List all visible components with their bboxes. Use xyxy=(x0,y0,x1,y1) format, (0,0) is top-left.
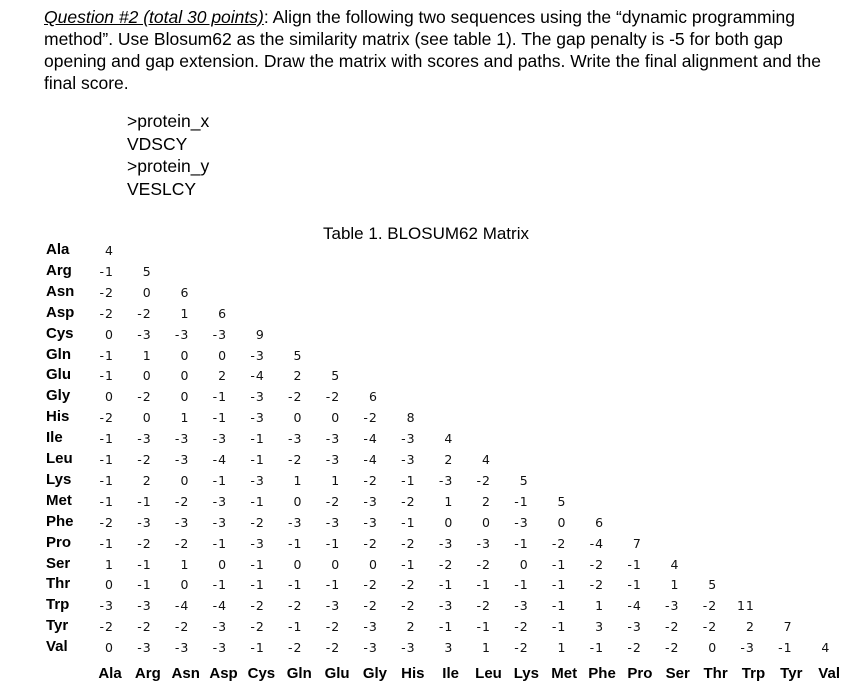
cell-glu-glu: 5 xyxy=(331,368,341,384)
cell-lys-asn: 0 xyxy=(180,472,190,488)
cell-pro-lys: -1 xyxy=(514,535,529,551)
cell-tyr-glu: -2 xyxy=(325,619,341,635)
cell-pro-ile: -3 xyxy=(438,535,454,551)
cell-his-gly: -2 xyxy=(363,410,378,426)
cell-ile-asp: -3 xyxy=(212,431,228,447)
col-label-phe: Phe xyxy=(588,665,616,682)
col-label-ala: Ala xyxy=(98,665,122,682)
cell-cys-cys: 9 xyxy=(255,326,265,342)
cell-lys-gly: -2 xyxy=(363,472,378,488)
cell-thr-gly: -2 xyxy=(363,577,378,593)
cell-gly-gln: -2 xyxy=(288,389,303,405)
cell-leu-arg: -2 xyxy=(137,452,152,467)
cell-thr-ser: 1 xyxy=(670,577,680,593)
cell-phe-arg: -3 xyxy=(137,514,152,530)
cell-asp-ala: -2 xyxy=(99,305,114,321)
cell-lys-asp: -1 xyxy=(212,472,228,488)
row-label-ser: Ser xyxy=(46,554,71,572)
cell-met-met: 5 xyxy=(557,493,567,509)
cell-trp-trp: 11 xyxy=(736,598,755,614)
cell-gly-ala: 0 xyxy=(105,389,114,405)
cell-gln-ala: -1 xyxy=(99,347,114,363)
cell-asp-arg: -2 xyxy=(137,305,152,321)
cell-leu-cys: -1 xyxy=(250,452,265,467)
cell-pro-met: -2 xyxy=(551,535,567,551)
cell-ile-glu: -3 xyxy=(325,431,341,447)
protein-y-header: >protein_y xyxy=(127,156,210,176)
cell-asp-asn: 1 xyxy=(180,305,190,321)
cell-met-gly: -3 xyxy=(363,493,378,509)
cell-gln-asn: 0 xyxy=(180,347,190,363)
cell-val-trp: -3 xyxy=(740,640,755,656)
cell-trp-asp: -4 xyxy=(212,598,228,614)
cell-his-cys: -3 xyxy=(250,410,265,426)
cell-phe-lys: -3 xyxy=(514,514,529,530)
cell-thr-thr: 5 xyxy=(708,577,718,593)
cell-met-leu: 2 xyxy=(482,493,491,509)
cell-pro-asn: -2 xyxy=(174,535,190,551)
cell-lys-lys: 5 xyxy=(519,472,529,488)
col-label-leu: Leu xyxy=(475,665,502,682)
cell-glu-ala: -1 xyxy=(99,368,114,384)
row-label-his: His xyxy=(46,408,70,426)
row-label-tyr: Tyr xyxy=(46,617,69,635)
cell-tyr-phe: 3 xyxy=(595,619,605,635)
cell-thr-asn: 0 xyxy=(180,577,190,593)
col-label-tyr: Tyr xyxy=(780,665,803,682)
cell-glu-gln: 2 xyxy=(293,368,303,384)
cell-phe-ala: -2 xyxy=(99,514,114,530)
cell-trp-his: -2 xyxy=(401,598,416,614)
cell-ser-gln: 0 xyxy=(293,556,303,572)
cell-val-asp: -3 xyxy=(212,640,228,656)
cell-glu-arg: 0 xyxy=(142,368,152,384)
cell-phe-asn: -3 xyxy=(174,514,190,530)
col-label-his: His xyxy=(401,665,425,682)
cell-ser-phe: -2 xyxy=(589,556,605,572)
cell-thr-met: -1 xyxy=(551,577,567,593)
cell-ser-ile: -2 xyxy=(438,556,454,572)
cell-val-phe: -1 xyxy=(589,640,605,656)
cell-cys-asp: -3 xyxy=(212,326,228,342)
cell-ile-his: -3 xyxy=(401,431,416,447)
cell-thr-arg: -1 xyxy=(137,577,152,593)
cell-leu-asn: -3 xyxy=(174,452,190,467)
cell-trp-ser: -3 xyxy=(665,598,680,614)
col-label-trp: Trp xyxy=(741,665,766,682)
cell-phe-cys: -2 xyxy=(250,514,265,530)
cell-val-lys: -2 xyxy=(514,640,529,656)
cell-gln-cys: -3 xyxy=(250,347,265,363)
cell-tyr-asn: -2 xyxy=(174,619,190,635)
row-label-asp: Asp xyxy=(46,303,75,321)
cell-gly-arg: -2 xyxy=(137,389,152,405)
cell-ser-cys: -1 xyxy=(250,556,265,572)
col-label-val: Val xyxy=(818,665,840,682)
cell-ser-leu: -2 xyxy=(476,556,491,572)
row-label-glu: Glu xyxy=(46,366,71,384)
cell-tyr-thr: -2 xyxy=(702,619,718,635)
row-label-asn: Asn xyxy=(46,282,75,300)
table-title: Table 1. BLOSUM62 Matrix xyxy=(323,224,529,243)
cell-pro-his: -2 xyxy=(401,535,416,551)
cell-cys-asn: -3 xyxy=(174,326,190,342)
cell-cys-ala: 0 xyxy=(105,326,114,342)
cell-tyr-pro: -3 xyxy=(627,619,642,635)
cell-tyr-tyr: 7 xyxy=(783,619,793,635)
cell-his-glu: 0 xyxy=(331,410,341,426)
cell-ile-gln: -3 xyxy=(288,431,303,447)
cell-leu-ile: 2 xyxy=(444,452,454,467)
cell-lys-cys: -3 xyxy=(250,472,265,488)
cell-val-ser: -2 xyxy=(665,640,680,656)
cell-val-val: 4 xyxy=(821,640,831,656)
cell-trp-thr: -2 xyxy=(702,598,718,614)
cell-ser-lys: 0 xyxy=(519,556,529,572)
cell-lys-arg: 2 xyxy=(142,472,152,488)
cell-thr-phe: -2 xyxy=(589,577,605,593)
cell-asn-ala: -2 xyxy=(99,284,114,300)
cell-gln-gln: 5 xyxy=(293,347,303,363)
cell-ile-ile: 4 xyxy=(444,431,454,447)
cell-val-gln: -2 xyxy=(288,640,303,656)
cell-ser-asp: 0 xyxy=(218,556,228,572)
row-label-ile: Ile xyxy=(46,429,63,447)
cell-trp-pro: -4 xyxy=(627,598,642,614)
cell-tyr-gly: -3 xyxy=(363,619,378,635)
cell-val-thr: 0 xyxy=(708,640,718,656)
col-label-gly: Gly xyxy=(362,665,388,682)
cell-val-ala: 0 xyxy=(105,640,114,656)
cell-pro-glu: -1 xyxy=(325,535,341,551)
cell-thr-gln: -1 xyxy=(288,577,303,593)
cell-trp-lys: -3 xyxy=(514,598,529,614)
cell-trp-cys: -2 xyxy=(250,598,265,614)
cell-met-his: -2 xyxy=(401,493,416,509)
cell-pro-gln: -1 xyxy=(288,535,303,551)
cell-gly-asp: -1 xyxy=(212,389,228,405)
sequence-block xyxy=(127,110,209,200)
cell-phe-leu: 0 xyxy=(482,514,491,530)
cell-lys-his: -1 xyxy=(401,472,416,488)
cell-val-pro: -2 xyxy=(627,640,642,656)
cell-glu-asp: 2 xyxy=(218,368,228,384)
cell-tyr-met: -1 xyxy=(551,619,567,635)
cell-ser-ser: 4 xyxy=(670,556,680,572)
cell-val-arg: -3 xyxy=(137,640,152,656)
cell-met-lys: -1 xyxy=(514,493,529,509)
cell-met-glu: -2 xyxy=(325,493,341,509)
cell-arg-arg: 5 xyxy=(142,263,152,279)
cell-ser-ala: 1 xyxy=(105,556,114,572)
cell-lys-leu: -2 xyxy=(476,472,491,488)
cell-tyr-ile: -1 xyxy=(438,619,454,635)
cell-ser-met: -1 xyxy=(551,556,567,572)
cell-ala-ala: 4 xyxy=(105,243,114,258)
cell-val-tyr: -1 xyxy=(778,640,793,656)
cell-ser-asn: 1 xyxy=(180,556,190,572)
cell-trp-asn: -4 xyxy=(174,598,190,614)
cell-phe-phe: 6 xyxy=(595,514,605,530)
cell-asn-asn: 6 xyxy=(180,284,190,300)
col-label-lys: Lys xyxy=(513,665,539,682)
row-label-ala: Ala xyxy=(46,241,70,258)
cell-cys-arg: -3 xyxy=(137,326,152,342)
col-label-asn: Asn xyxy=(171,665,200,682)
cell-his-gln: 0 xyxy=(293,410,303,426)
cell-tyr-arg: -2 xyxy=(137,619,152,635)
cell-phe-met: 0 xyxy=(557,514,567,530)
col-label-cys: Cys xyxy=(247,665,276,682)
cell-val-cys: -1 xyxy=(250,640,265,656)
cell-met-arg: -1 xyxy=(137,493,152,509)
cell-lys-ala: -1 xyxy=(99,472,114,488)
row-label-lys: Lys xyxy=(46,470,72,488)
protein-y-sequence: VESLCY xyxy=(127,178,197,199)
cell-his-asp: -1 xyxy=(212,410,228,426)
row-label-met: Met xyxy=(46,491,72,509)
cell-his-asn: 1 xyxy=(180,410,190,426)
row-label-val: Val xyxy=(46,638,68,656)
cell-asp-asp: 6 xyxy=(218,305,228,321)
cell-val-met: 1 xyxy=(557,640,567,656)
row-label-pro: Pro xyxy=(46,533,72,551)
cell-ser-gly: 0 xyxy=(368,556,378,572)
question-title: Question #2 (total 30 points) xyxy=(44,7,264,27)
cell-leu-gly: -4 xyxy=(363,452,378,467)
cell-ile-arg: -3 xyxy=(137,431,152,447)
cell-tyr-his: 2 xyxy=(406,619,416,635)
cell-phe-his: -1 xyxy=(401,514,416,530)
cell-ser-glu: 0 xyxy=(331,556,341,572)
cell-trp-glu: -3 xyxy=(325,598,341,614)
col-label-met: Met xyxy=(551,665,578,682)
cell-tyr-asp: -3 xyxy=(212,619,228,635)
cell-leu-gln: -2 xyxy=(288,452,303,467)
cell-gly-gly: 6 xyxy=(368,389,378,405)
row-label-arg: Arg xyxy=(46,261,72,279)
cell-ser-his: -1 xyxy=(401,556,416,572)
row-label-phe: Phe xyxy=(46,512,74,530)
cell-leu-asp: -4 xyxy=(212,452,228,467)
cell-val-ile: 3 xyxy=(444,640,454,656)
cell-thr-asp: -1 xyxy=(212,577,228,593)
cell-tyr-cys: -2 xyxy=(250,619,265,635)
cell-his-ala: -2 xyxy=(99,410,114,426)
cell-his-his: 8 xyxy=(406,410,416,426)
cell-trp-met: -1 xyxy=(551,598,567,614)
cell-pro-leu: -3 xyxy=(476,535,491,551)
cell-ser-pro: -1 xyxy=(627,556,642,572)
cell-val-leu: 1 xyxy=(482,640,491,656)
cell-lys-glu: 1 xyxy=(331,472,341,488)
cell-thr-leu: -1 xyxy=(476,577,491,593)
col-label-ile: Ile xyxy=(442,665,459,682)
cell-ser-arg: -1 xyxy=(137,556,152,572)
cell-gln-arg: 1 xyxy=(142,347,152,363)
cell-arg-ala: -1 xyxy=(99,263,114,279)
cell-leu-ala: -1 xyxy=(99,452,114,467)
protein-x-header: >protein_x xyxy=(127,111,210,131)
row-label-leu: Leu xyxy=(46,450,73,467)
cell-thr-pro: -1 xyxy=(627,577,642,593)
cell-asn-arg: 0 xyxy=(142,284,152,300)
cell-phe-glu: -3 xyxy=(325,514,341,530)
row-label-gln: Gln xyxy=(46,345,71,363)
cell-thr-ile: -1 xyxy=(438,577,454,593)
col-label-glu: Glu xyxy=(324,665,350,682)
cell-pro-asp: -1 xyxy=(212,535,228,551)
cell-tyr-lys: -2 xyxy=(514,619,529,635)
cell-val-asn: -3 xyxy=(174,640,190,656)
cell-gly-glu: -2 xyxy=(325,389,341,405)
cell-lys-ile: -3 xyxy=(438,472,454,488)
cell-met-asn: -2 xyxy=(174,493,190,509)
cell-thr-glu: -1 xyxy=(325,577,341,593)
cell-ile-ala: -1 xyxy=(99,431,114,447)
cell-met-cys: -1 xyxy=(250,493,265,509)
cell-trp-phe: 1 xyxy=(595,598,605,614)
cell-pro-phe: -4 xyxy=(589,535,605,551)
col-label-thr: Thr xyxy=(703,665,728,682)
question-body: : Align the following two sequences using the “dynamic programming method”. Use Blosum62 as the similarity matrix (see table 1). The gap penalty is -5 for both gap opening and gap extension. Draw the matrix with scores and paths. Write the final alignment and the final score. xyxy=(44,7,821,93)
cell-glu-asn: 0 xyxy=(180,368,190,384)
cell-trp-ile: -3 xyxy=(438,598,454,614)
cell-tyr-leu: -1 xyxy=(476,619,491,635)
cell-trp-leu: -2 xyxy=(476,598,491,614)
cell-val-his: -3 xyxy=(401,640,416,656)
cell-met-gln: 0 xyxy=(293,493,303,509)
cell-pro-cys: -3 xyxy=(250,535,265,551)
cell-ile-asn: -3 xyxy=(174,431,190,447)
cell-pro-arg: -2 xyxy=(137,535,152,551)
cell-glu-cys: -4 xyxy=(250,368,265,384)
cell-leu-leu: 4 xyxy=(482,452,491,467)
cell-tyr-trp: 2 xyxy=(745,619,755,635)
cell-val-glu: -2 xyxy=(325,640,341,656)
cell-met-ala: -1 xyxy=(99,493,114,509)
cell-thr-cys: -1 xyxy=(250,577,265,593)
row-label-cys: Cys xyxy=(46,324,74,342)
cell-met-ile: 1 xyxy=(444,493,454,509)
cell-lys-gln: 1 xyxy=(293,472,303,488)
cell-his-arg: 0 xyxy=(142,410,152,426)
cell-ile-gly: -4 xyxy=(363,431,378,447)
question-text xyxy=(44,6,834,94)
cell-trp-gly: -2 xyxy=(363,598,378,614)
protein-x-sequence: VDSCY xyxy=(127,133,188,154)
cell-met-asp: -3 xyxy=(212,493,228,509)
col-label-ser: Ser xyxy=(665,665,690,682)
cell-thr-ala: 0 xyxy=(105,577,114,593)
cell-trp-gln: -2 xyxy=(288,598,303,614)
cell-phe-ile: 0 xyxy=(444,514,454,530)
cell-pro-pro: 7 xyxy=(632,535,642,551)
row-label-thr: Thr xyxy=(46,575,71,593)
cell-leu-glu: -3 xyxy=(325,452,341,467)
cell-phe-asp: -3 xyxy=(212,514,228,530)
cell-tyr-ala: -2 xyxy=(99,619,114,635)
col-label-gln: Gln xyxy=(286,665,312,682)
row-label-gly: Gly xyxy=(46,387,71,405)
cell-gln-asp: 0 xyxy=(218,347,228,363)
col-label-pro: Pro xyxy=(627,665,653,682)
cell-thr-lys: -1 xyxy=(514,577,529,593)
cell-ile-cys: -1 xyxy=(250,431,265,447)
col-label-asp: Asp xyxy=(209,665,238,682)
cell-gly-asn: 0 xyxy=(180,389,190,405)
cell-gly-cys: -3 xyxy=(250,389,265,405)
cell-trp-ala: -3 xyxy=(99,598,114,614)
cell-pro-gly: -2 xyxy=(363,535,378,551)
cell-phe-gln: -3 xyxy=(288,514,303,530)
cell-leu-his: -3 xyxy=(401,452,416,467)
cell-thr-his: -2 xyxy=(401,577,416,593)
row-label-trp: Trp xyxy=(46,596,70,614)
cell-val-gly: -3 xyxy=(363,640,378,656)
cell-tyr-gln: -1 xyxy=(288,619,303,635)
cell-pro-ala: -1 xyxy=(99,535,114,551)
cell-phe-gly: -3 xyxy=(363,514,378,530)
col-label-arg: Arg xyxy=(134,665,161,682)
cell-tyr-ser: -2 xyxy=(665,619,680,635)
cell-trp-arg: -3 xyxy=(137,598,152,614)
